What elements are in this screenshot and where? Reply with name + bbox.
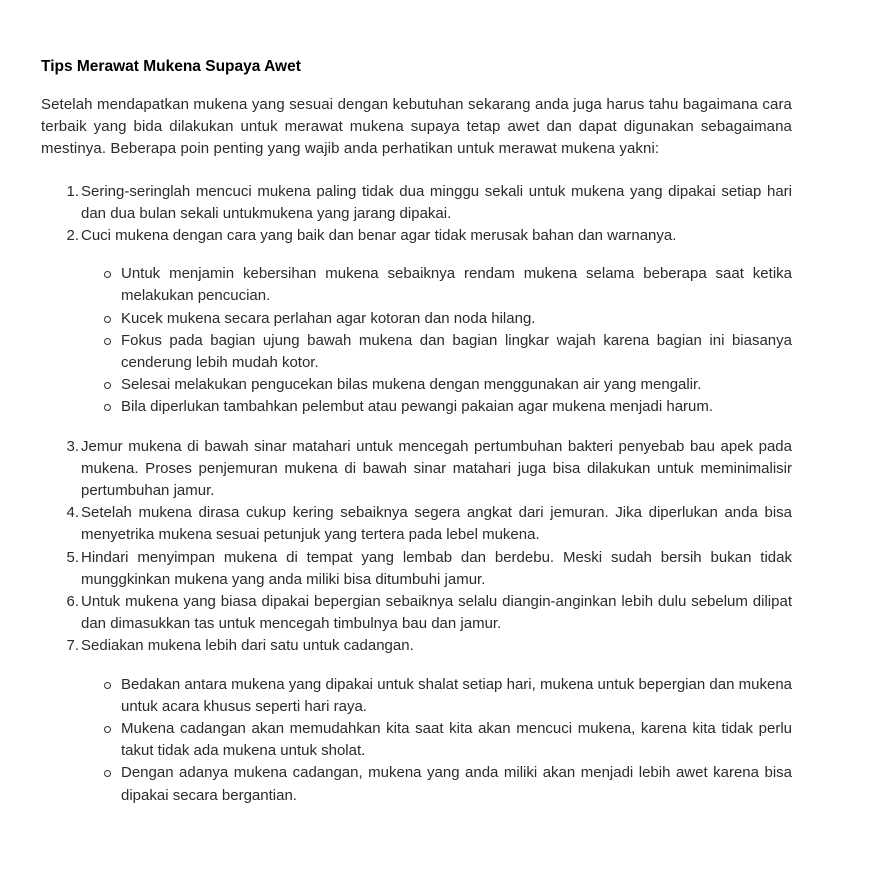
list-number: 7. [66, 637, 79, 655]
wash-tips-list [81, 263, 792, 418]
article [41, 56, 792, 824]
list-number: 3. [66, 437, 79, 455]
circle-bullet-icon [104, 316, 111, 323]
care-steps-list [41, 181, 792, 807]
sub-list-item-text: Bila diperlukan tambahkan pelembut atau pewangi pakaian agar mukena menjadi harum. [121, 398, 714, 416]
list-number: 1. [66, 182, 79, 200]
sub-list-item-text: Selesai melakukan pengucekan bilas mukena dengan menggunakan air yang mengalir. [121, 376, 702, 394]
list-item-text: Jemur mukena di bawah sinar matahari untuk mencegah pertumbuhan bakteri penyebab bau apek pada mukena. Proses penjemuran mukena di bawah sinar matahari juga bisa dilakukan untuk meminimalisir pertumbuhan jamur. [81, 437, 792, 500]
list-item-text: Sediakan mukena lebih dari satu untuk cadangan. [81, 637, 414, 655]
intro-paragraph: Setelah mendapatkan mukena yang sesuai dengan kebutuhan sekarang anda juga harus tahu bagaimana cara terbaik yang bida dilakukan untuk merawat mukena supaya tetap awet dan dapat digunakan sebagaimana mestinya. Beberapa poin penting yang wajib anda perhatikan untuk merawat mukena yakni: [41, 96, 792, 158]
sub-list-item-text: Kucek mukena secara perlahan agar kotoran dan noda hilang. [121, 309, 536, 327]
list-number: 2. [66, 227, 79, 245]
sub-list-item [121, 263, 792, 307]
list-item-text: Sering-seringlah mencuci mukena paling tidak dua minggu sekali untuk mukena yang dipakai setiap hari dan dua bulan sekali untukmukena yang jarang dipakai. [81, 182, 792, 222]
list-item-text: Untuk mukena yang biasa dipakai bepergian sebaiknya selalu diangin-anginkan lebih dulu sebelum dilipat dan dimasukkan tas untuk mencegah timbulnya bau dan jamur. [81, 593, 792, 633]
list-item [66, 436, 792, 503]
sub-list-item-text: Mukena cadangan akan memudahkan kita saat kita akan mencuci mukena, karena kita tidak perlu takut tidak ada mukena untuk sholat. [121, 720, 792, 760]
circle-bullet-icon [104, 382, 111, 389]
list-item-text: Cuci mukena dengan cara yang baik dan benar agar tidak merusak bahan dan warnanya. [81, 227, 677, 245]
list-item-text: Setelah mukena dirasa cukup kering sebaiknya segera angkat dari jemuran. Jika diperlukan anda bisa menyetrika mukena sesuai petunjuk yang tertera pada lebel mukena. [81, 504, 792, 544]
list-number: 5. [66, 548, 79, 566]
circle-bullet-icon [104, 770, 111, 777]
circle-bullet-icon [104, 404, 111, 411]
sub-list-item-text: Untuk menjamin kebersihan mukena sebaiknya rendam mukena selama beberapa saat ketika melakukan pencucian. [121, 265, 792, 305]
sub-list-item [121, 718, 792, 762]
sub-list-item-text: Bedakan antara mukena yang dipakai untuk shalat setiap hari, mukena untuk bepergian dan mukena untuk acara khusus seperti hari raya. [121, 675, 792, 715]
list-number: 6. [66, 593, 79, 611]
article-title: Tips Merawat Mukena Supaya Awet [41, 58, 301, 75]
list-item [66, 591, 792, 635]
circle-bullet-icon [104, 682, 111, 689]
sub-list-item [121, 762, 792, 806]
list-item [66, 547, 792, 591]
sub-list-item [121, 674, 792, 718]
sub-list-item-text: Dengan adanya mukena cadangan, mukena yang anda miliki akan menjadi lebih awet karena bisa dipakai secara bergantian. [121, 764, 792, 804]
sub-list-item [121, 396, 792, 418]
circle-bullet-icon [104, 338, 111, 345]
sub-list-item-text: Fokus pada bagian ujung bawah mukena dan bagian lingkar wajah karena bagian ini biasanya cenderung lebih mudah kotor. [121, 331, 792, 372]
circle-bullet-icon [104, 271, 111, 278]
list-item [66, 502, 792, 546]
circle-bullet-icon [104, 726, 111, 733]
list-item-text: Hindari menyimpan mukena di tempat yang lembab dan berdebu. Meski sudah bersih bukan tidak munggkinkan mukena yang anda miliki bisa ditumbuhi jamur. [81, 548, 792, 588]
spare-tips-list [81, 674, 792, 807]
list-item [66, 225, 792, 419]
sub-list-item [121, 374, 792, 396]
list-item [66, 181, 792, 225]
sub-list-item [121, 308, 792, 330]
list-number: 4. [66, 504, 79, 522]
list-item [66, 635, 792, 806]
sub-list-item [121, 330, 792, 374]
